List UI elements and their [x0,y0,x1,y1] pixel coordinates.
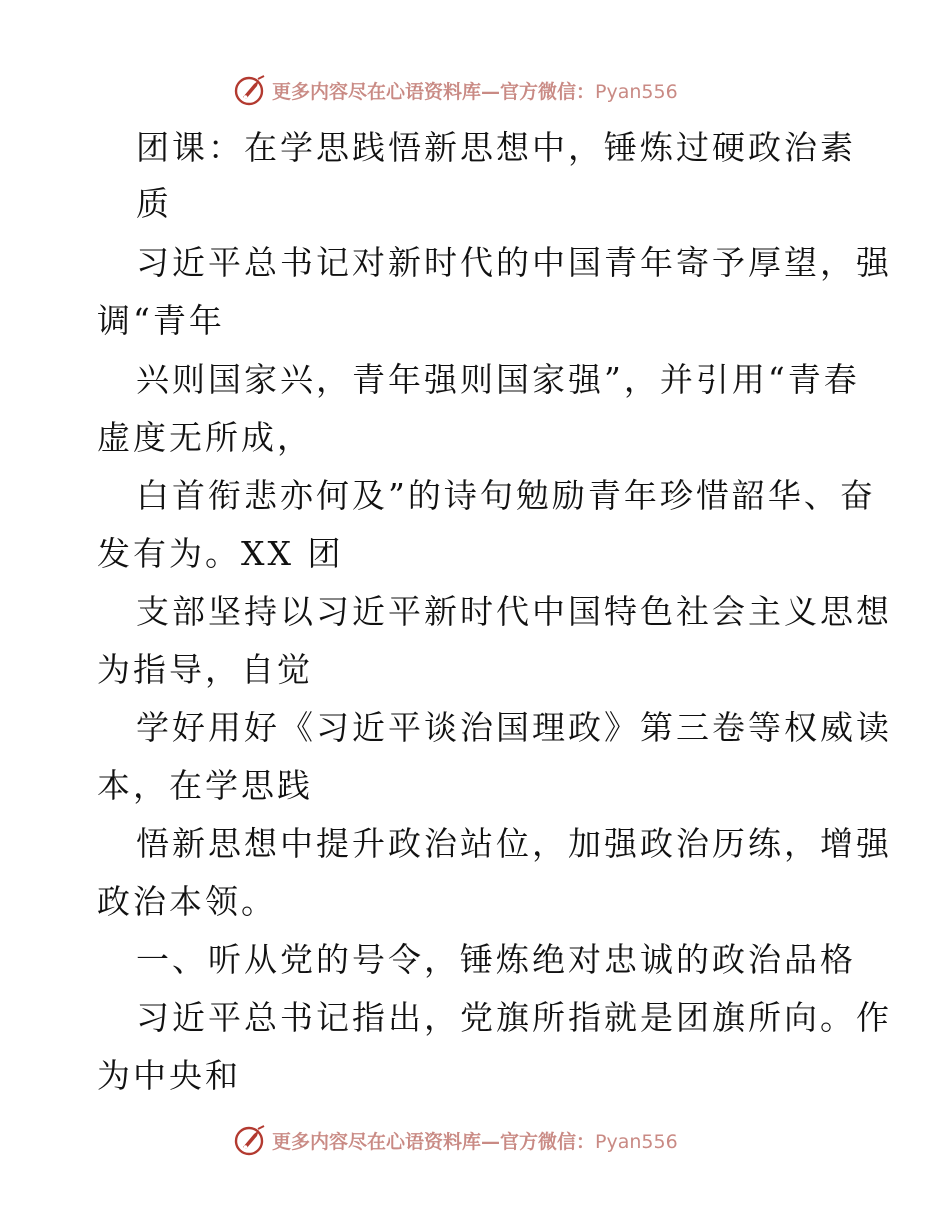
paragraph-line: 调“青年 [97,301,225,340]
paragraph-line: 兴则国家兴，青年强则国家强”，并引用“青春 [136,360,860,399]
watermark-text: 更多内容尽在心语资料库—官方微信：Pyan556 [272,1130,678,1153]
paragraph-line: 为中央和 [97,1056,241,1095]
document-title-line-2: 质 [136,184,172,223]
watermark-text: 更多内容尽在心语资料库—官方微信：Pyan556 [272,80,678,103]
paragraph-line: 发有为。XX 团 [97,534,344,573]
pen-nib-circle-icon [234,73,268,107]
paragraph-line: 政治本领。 [97,882,277,921]
paragraph-line: 虚度无所成， [97,418,313,457]
paragraph-line: 悟新思想中提升政治站位，加强政治历练，增强 [136,824,892,863]
paragraph-line: 本，在学思践 [97,766,313,805]
pen-nib-circle-icon [234,1123,268,1157]
document-title-line-1: 团课：在学思践悟新思想中，锤炼过硬政治素 [136,128,856,167]
paragraph-line: 习近平总书记指出，党旗所指就是团旗所向。作 [136,998,892,1037]
footer-watermark [234,1122,678,1158]
header-watermark [234,72,678,108]
section-heading: 一、听从党的号令，锤炼绝对忠诚的政治品格 [136,940,856,979]
paragraph-line: 支部坚持以习近平新时代中国特色社会主义思想 [136,592,892,631]
paragraph-line: 白首衔悲亦何及”的诗句勉励青年珍惜韶华、奋 [136,476,876,515]
paragraph-line: 习近平总书记对新时代的中国青年寄予厚望，强 [136,243,892,282]
paragraph-line: 学好用好《习近平谈治国理政》第三卷等权威读 [136,708,892,747]
paragraph-line: 为指导，自觉 [97,650,313,689]
